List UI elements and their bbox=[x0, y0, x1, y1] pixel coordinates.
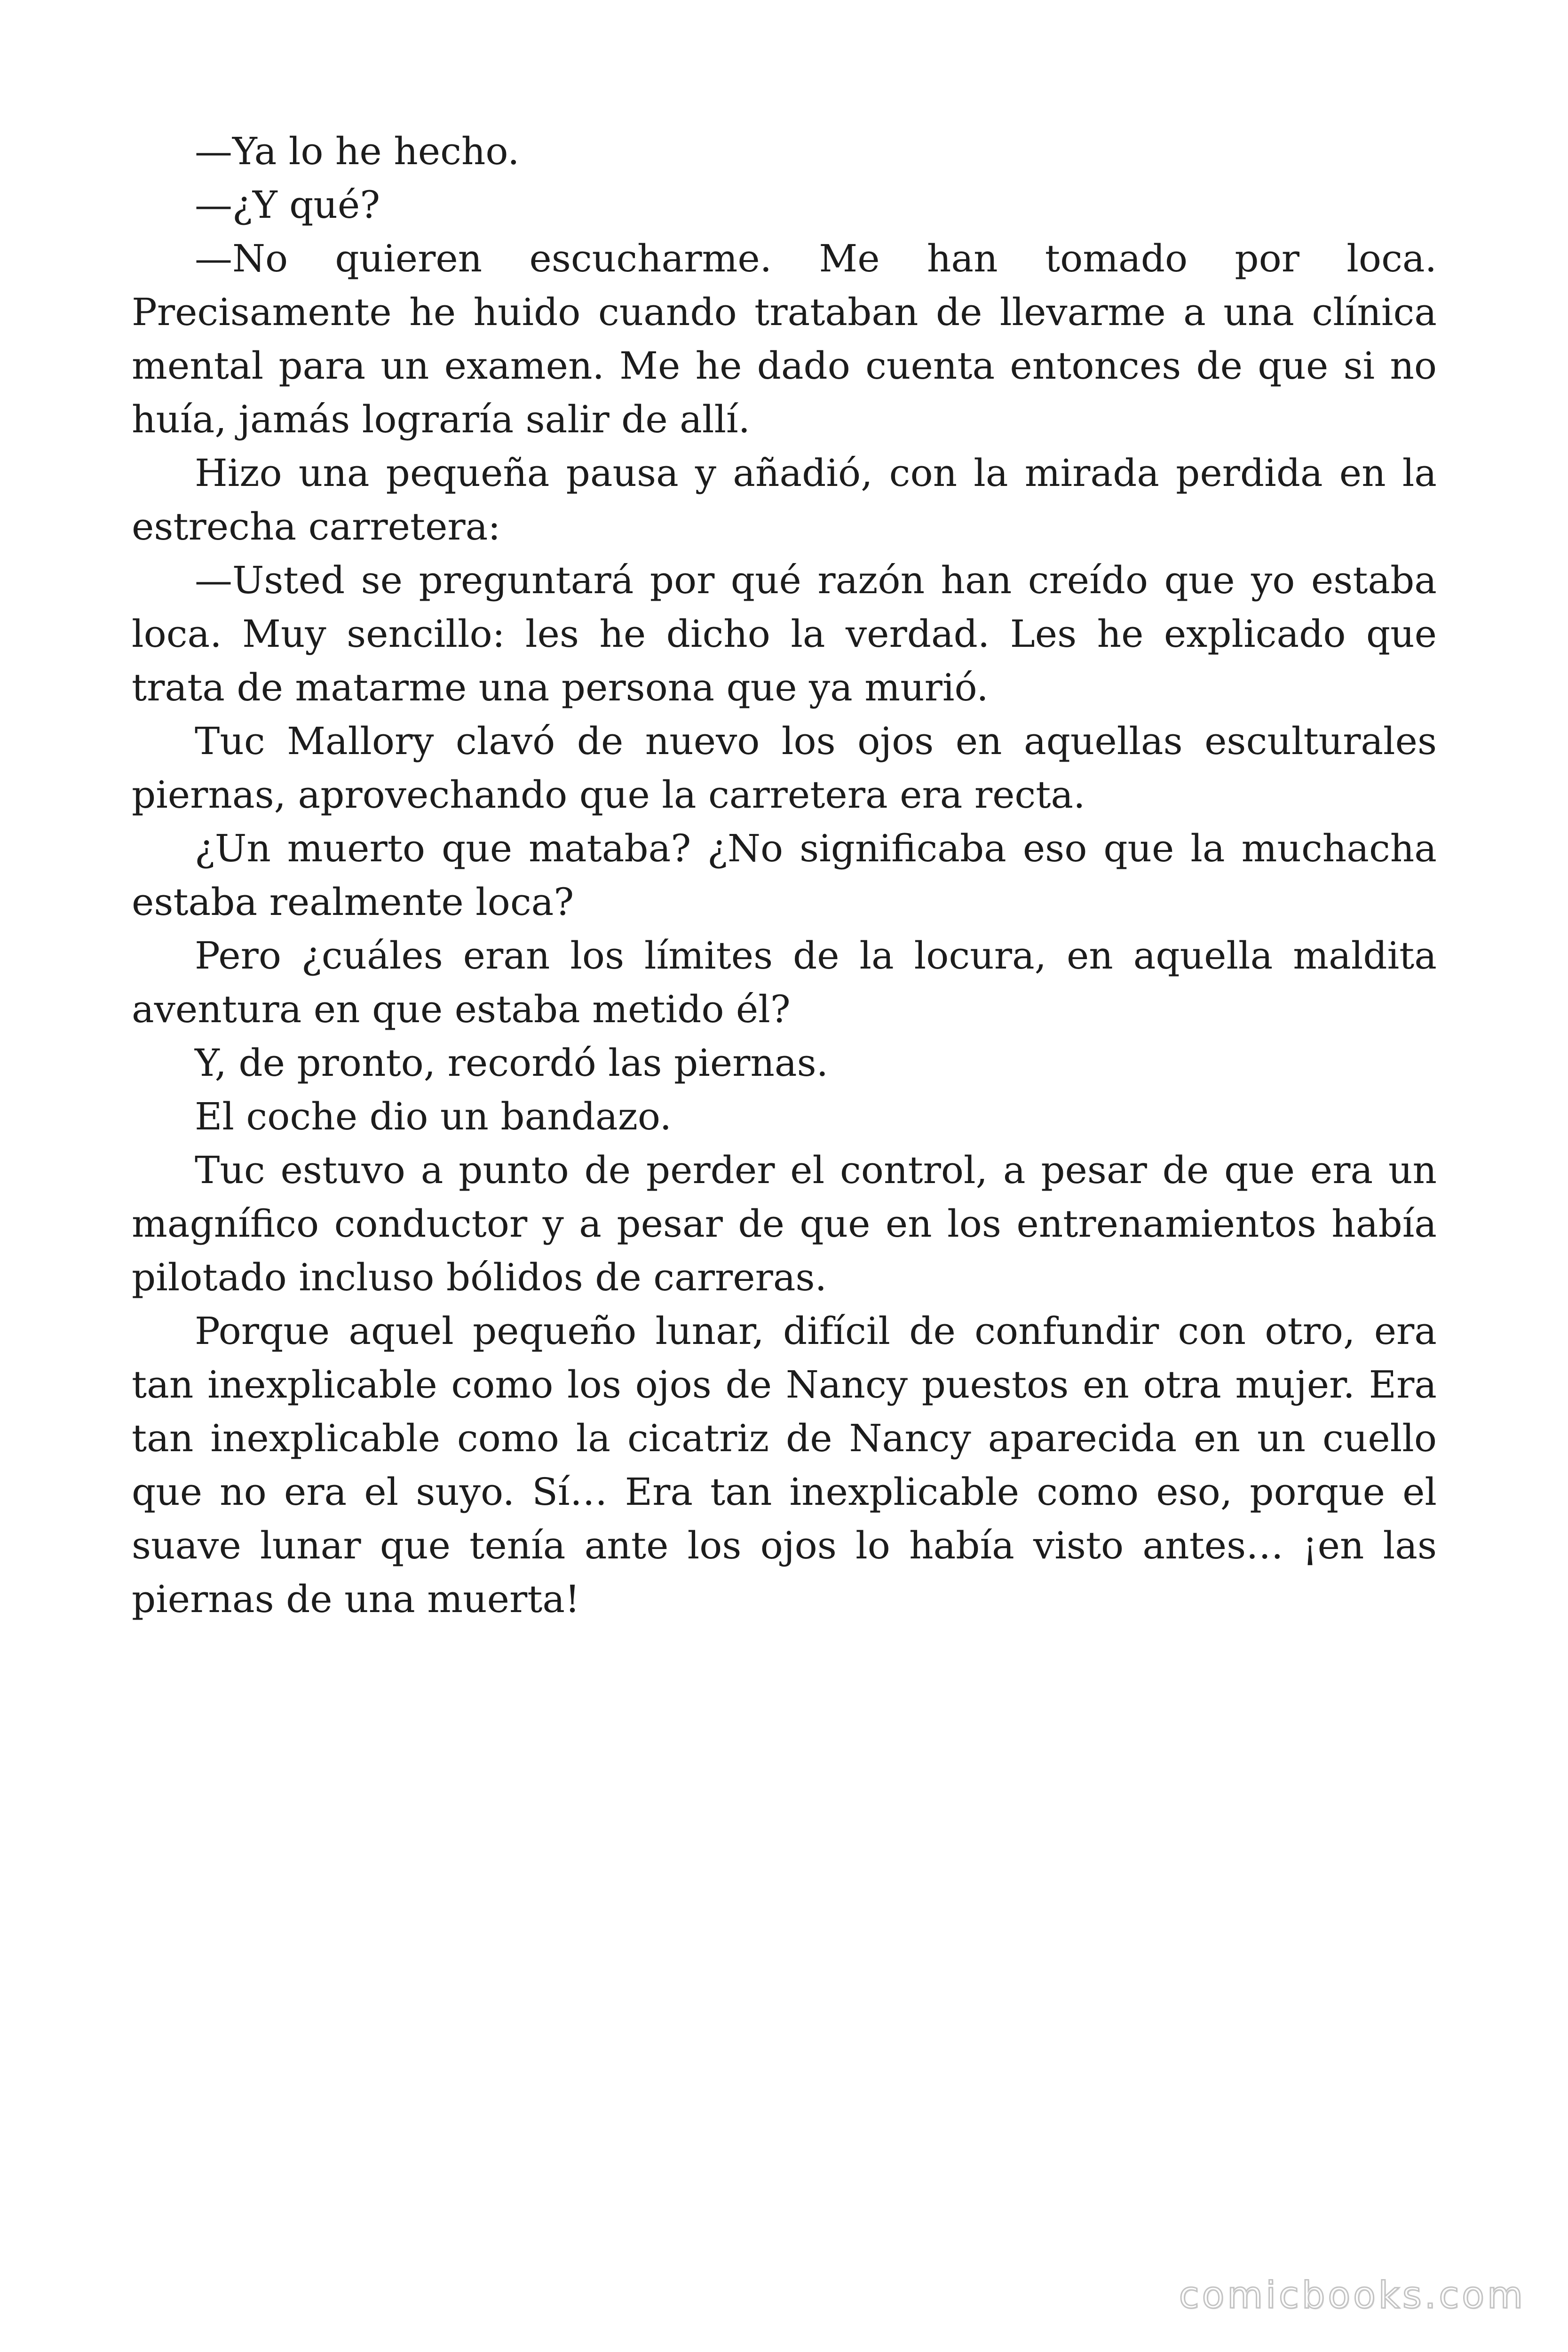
paragraph: Pero ¿cuáles eran los límites de la locura, en aquella maldita aventura en que estaba metido él? bbox=[132, 934, 1437, 1031]
paragraph: —Ya lo he hecho. bbox=[195, 129, 520, 173]
paragraph: Porque aquel pequeño lunar, difícil de confundir con otro, era tan inexplicable como los ojos de Nancy puestos en otra mujer. Era tan inexplicable como la cicatriz de Nancy aparecida en un cuello que no era el suyo. Sí… Era tan inexplicable como eso, porque el suave lunar que tenía ante los ojos lo había visto antes… ¡en las piernas de una muerta! bbox=[132, 1309, 1437, 1621]
paragraph: El coche dio un bandazo. bbox=[195, 1095, 672, 1138]
body-text bbox=[132, 125, 1437, 1626]
paragraph: —No quieren escucharme. Me han tomado por loca. Precisamente he huido cuando trataban de llevarme a una clínica mental para un examen. Me he dado cuenta entonces de que si no huía, jamás lograría salir de allí. bbox=[132, 237, 1437, 441]
paragraph: ¿Un muerto que mataba? ¿No significaba eso que la muchacha estaba realmente loca? bbox=[132, 826, 1437, 924]
paragraph: Hizo una pequeña pausa y añadió, con la mirada perdida en la estrecha carretera: bbox=[132, 451, 1437, 548]
paragraph: Tuc Mallory clavó de nuevo los ojos en aquellas esculturales piernas, aprovechando que la carretera era recta. bbox=[132, 719, 1437, 817]
watermark: comicbooks.com bbox=[1179, 2274, 1526, 2317]
paragraph: Tuc estuvo a punto de perder el control, a pesar de que era un magnífico conductor y a pesar de que en los entrenamientos había pilotado incluso bólidos de carreras. bbox=[132, 1148, 1437, 1299]
paragraph: Y, de pronto, recordó las piernas. bbox=[195, 1041, 829, 1085]
paragraph: —Usted se preguntará por qué razón han creído que yo estaba loca. Muy sencillo: les he dicho la verdad. Les he explicado que trata de matarme una persona que ya murió. bbox=[132, 558, 1437, 709]
paragraph: —¿Y qué? bbox=[195, 183, 380, 227]
